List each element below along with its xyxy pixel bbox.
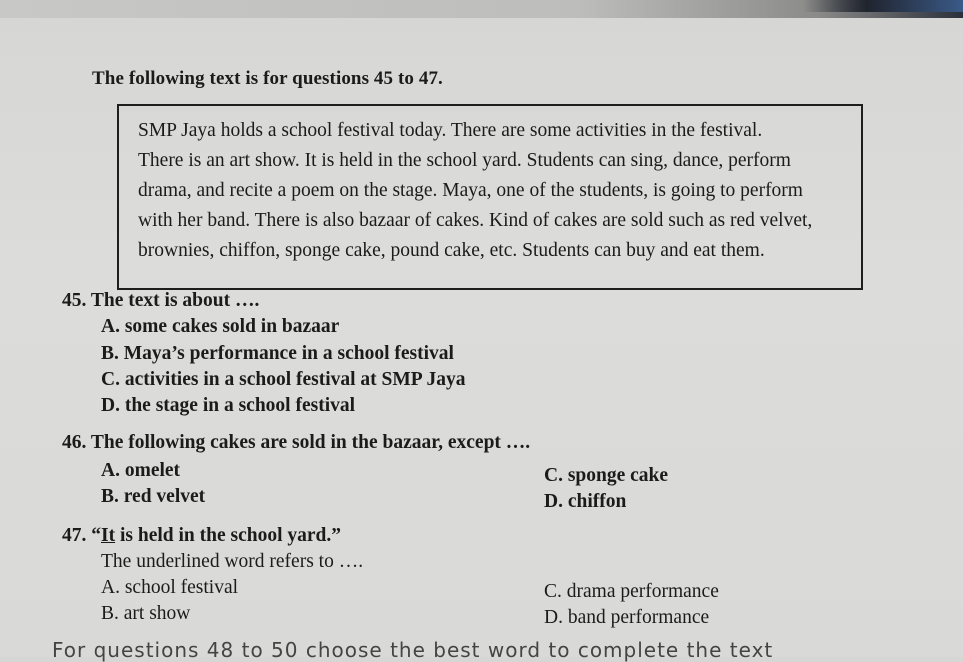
q47-option-d: D. band performance	[544, 607, 710, 628]
passage-line-4: with her band. There is also bazaar of cakes. Kind of cakes are sold such as red velvet,	[138, 210, 813, 231]
q45-option-a: A. some cakes sold in bazaar	[101, 316, 340, 337]
q47-option-c: C. drama performance	[544, 581, 719, 602]
q45-option-d: D. the stage in a school festival	[101, 395, 356, 416]
q47-stem-rest: is held in the school yard.”	[115, 525, 342, 546]
q47-option-a: A. school festival	[101, 577, 239, 598]
passage-line-5: brownies, chiffon, sponge cake, pound cake, etc. Students can buy and eat them.	[138, 240, 765, 261]
passage-line-2: There is an art show. It is held in the school yard. Students can sing, dance, perform	[138, 150, 791, 171]
q46-option-b: B. red velvet	[101, 486, 206, 507]
q46-option-a: A. omelet	[101, 460, 181, 481]
passage-line-1: SMP Jaya holds a school festival today. There are some activities in the festival.	[138, 120, 763, 141]
q47-open-quote: 47. “	[62, 525, 101, 546]
q47-underlined-word: It	[101, 525, 116, 546]
q45-option-b: B. Maya’s performance in a school festival	[101, 343, 454, 364]
q47-subquestion: The underlined word refers to ….	[101, 551, 364, 572]
reading-intro: The following text is for questions 45 to 47.	[92, 68, 443, 89]
q46-option-d: D. chiffon	[544, 491, 627, 512]
passage-line-3: drama, and recite a poem on the stage. Maya, one of the students, is going to perform	[138, 180, 803, 201]
q47-option-b: B. art show	[101, 603, 191, 624]
question-45-stem: 45. The text is about ….	[62, 290, 260, 311]
next-section-heading-cut-off: For questions 48 to 50 choose the best word to complete the text	[52, 638, 774, 662]
question-47-stem	[62, 525, 341, 547]
q46-option-c: C. sponge cake	[544, 465, 669, 486]
q45-option-c: C. activities in a school festival at SMP Jaya	[101, 369, 466, 390]
question-46-stem: 46. The following cakes are sold in the bazaar, except ….	[62, 432, 531, 453]
